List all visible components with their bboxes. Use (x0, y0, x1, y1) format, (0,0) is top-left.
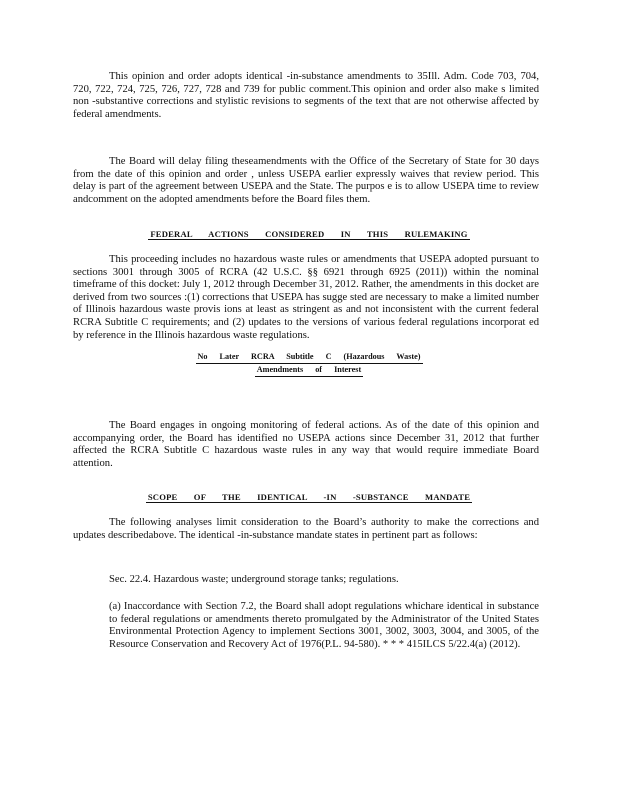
no-later-subheading (0, 351, 618, 377)
scope-heading-text: SCOPE OF THE IDENTICAL -IN -SUBSTANCE MANDATE (147, 492, 471, 502)
federal-actions-heading-text: FEDERAL ACTIONS CONSIDERED IN THIS RULEMAKING (150, 229, 468, 239)
proceeding-paragraph: This proceeding includes no hazardous waste rules or amendments that USEPA adopted pursuant to sections 3001 through 3005 of RCRA (42 U.S.C. §§ 6921 through 6925 (2011)) within the nominal timeframe of this docket: July 1, 2012 through December 31, 2012. Rather, the amendments in this docket are derived from two sources :(1) corrections that USEPA has sugge sted are necessary to make a limited number of Illinois hazardous waste provis ions at least as stringent as and not inconsistent with the current federal RCRA Subtitle C requirements; and (2) updates to the versions of various federal regulations incorporat ed by reference in the Illinois hazardous waste regulations. (73, 254, 539, 341)
federal-actions-heading (0, 228, 618, 241)
scope-heading (0, 491, 618, 504)
monitoring-paragraph: The Board engages in ongoing monitoring of federal actions. As of the date of this opinion and accompanying order, the Board has identified no USEPA actions since December 31, 2012 that further affected the RCRA Subtitle C hazardous waste rules in any way that would require immediate Board attention. (73, 420, 539, 469)
analyses-paragraph: The following analyses limit consideration to the Board’s authority to make the corrections and updates describedabove. The identical -in-substance mandate states in pertinent part as follows: (73, 517, 539, 541)
no-later-subheading-line2: Amendments of Interest (255, 364, 363, 377)
filing-delay-paragraph: The Board will delay filing theseamendments with the Office of the Secretary of State for 30 days from the date of this opinion and order , unless USEPA earlier expressly waives that review period. This delay is part of the agreement between USEPA and the State. The purpos e is to allow USEPA time to review andcomment on the adopted amendments before the Board files them. (73, 156, 539, 205)
quote-section-title: Sec. 22.4. Hazardous waste; underground storage tanks; regulations. (109, 574, 399, 585)
quote-body: (a) Inaccordance with Section 7.2, the Board shall adopt regulations whichare identical in substance to federal regulations or amendments thereto promulgated by the Administrator of the United States Environmental Protection Agency to implement Sections 3001, 3002, 3003, 3004, and 3005, of the Resource Conservation and Recovery Act of 1976(P.L. 94-580). * * * 415ILCS 5/22.4(a) (2012). (109, 601, 539, 650)
intro-paragraph: This opinion and order adopts identical -in-substance amendments to 35Ill. Adm. Code 703, 704, 720, 722, 724, 725, 726, 727, 728 and 739 for public comment.This opinion and order also make s limited non -substantive corrections and stylistic revisions to segments of the text that are not otherwise affected by federal amendments. (73, 71, 539, 120)
no-later-subheading-line1: No Later RCRA Subtitle C (Hazardous Waste) (196, 351, 423, 364)
